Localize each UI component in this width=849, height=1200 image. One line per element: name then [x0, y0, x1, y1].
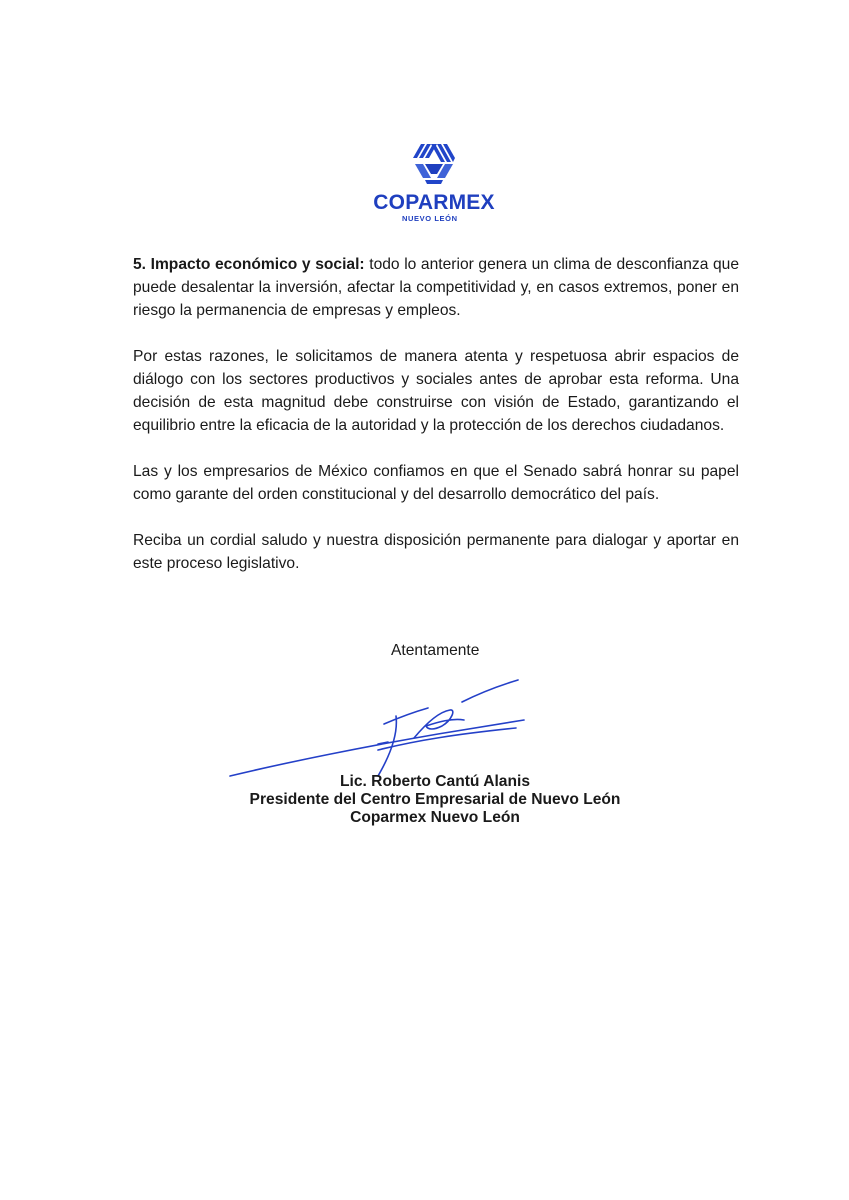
coparmex-logo	[364, 140, 504, 224]
signatory-block	[240, 773, 630, 827]
logo-subtitle: NUEVO LEÓN	[402, 214, 458, 223]
signatory-position: Presidente del Centro Empresarial de Nuevo León	[249, 791, 621, 808]
paragraph-point-5	[133, 253, 739, 322]
paragraph-request: Por estas razones, le solicitamos de manera atenta y respetuosa abrir espacios de diálogo con los sectores productivos y sociales antes de aprobar esta reforma. Una decisión de esta magnitud debe construirse con visión de Estado, garantizando el equilibrio entre la eficacia de la autoridad y la protección de los derechos ciudadanos.	[133, 348, 739, 434]
letter-body	[133, 253, 739, 598]
signatory-name: Lic. Roberto Cantú Alanis	[339, 773, 531, 790]
paragraph-greeting: Reciba un cordial saludo y nuestra disposición permanente para dialogar y aportar en este proceso legislativo.	[133, 532, 739, 572]
paragraph-confidence: Las y los empresarios de México confiamos en que el Senado sabrá honrar su papel como garante del orden constitucional y del desarrollo democrático del país.	[133, 463, 739, 503]
coparmex-stacked-chevrons-icon	[411, 140, 457, 186]
point-5-heading: 5. Impacto económico y social:	[133, 256, 365, 273]
logo-wordmark: COPARMEX	[373, 191, 495, 214]
closing-salutation: Atentamente	[391, 642, 480, 659]
point-5-text: todo lo anterior genera un clima de desconfianza que puede desalentar la inversión, afectar la competitividad y, en casos extremos, poner en riesgo la permanencia de empresas y empleos.	[133, 256, 739, 319]
signatory-organization: Coparmex Nuevo León	[350, 809, 520, 826]
handwritten-signature	[228, 672, 528, 782]
